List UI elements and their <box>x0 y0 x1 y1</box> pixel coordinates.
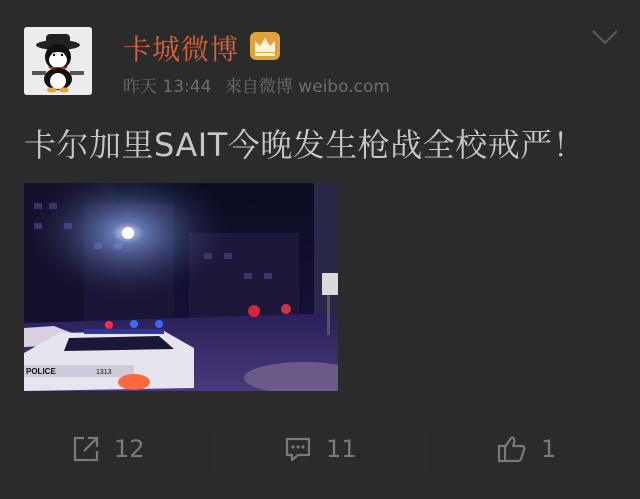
repost-icon <box>72 435 100 463</box>
action-bar <box>0 420 640 478</box>
like-icon <box>497 435 527 463</box>
action-divider <box>426 430 427 470</box>
post-time: 昨天 13:44 <box>123 77 212 97</box>
avatar[interactable] <box>24 27 92 95</box>
post-meta <box>123 72 398 97</box>
post-text: 卡尔加里SAIT今晚发生枪战全校戒严！ <box>24 126 586 164</box>
avatar-cartoon-icon <box>24 27 92 95</box>
post-source[interactable]: 來自微博 weibo.com <box>224 77 390 97</box>
comment-button[interactable] <box>284 420 357 478</box>
photo-car-number: 1313 <box>96 369 112 376</box>
username[interactable]: 卡城微博 <box>123 33 240 66</box>
like-count: 1 <box>541 435 557 463</box>
comment-icon <box>284 435 312 463</box>
action-divider <box>213 430 214 470</box>
repost-count: 12 <box>114 435 145 463</box>
repost-button[interactable] <box>72 420 145 478</box>
crown-icon[interactable] <box>249 31 281 61</box>
photo-police-text: POLICE <box>26 367 56 376</box>
post-photo[interactable] <box>24 183 338 391</box>
chevron-down-icon[interactable] <box>591 28 619 46</box>
like-button[interactable] <box>497 420 556 478</box>
comment-count: 11 <box>326 435 357 463</box>
police-scene-image <box>24 183 338 391</box>
